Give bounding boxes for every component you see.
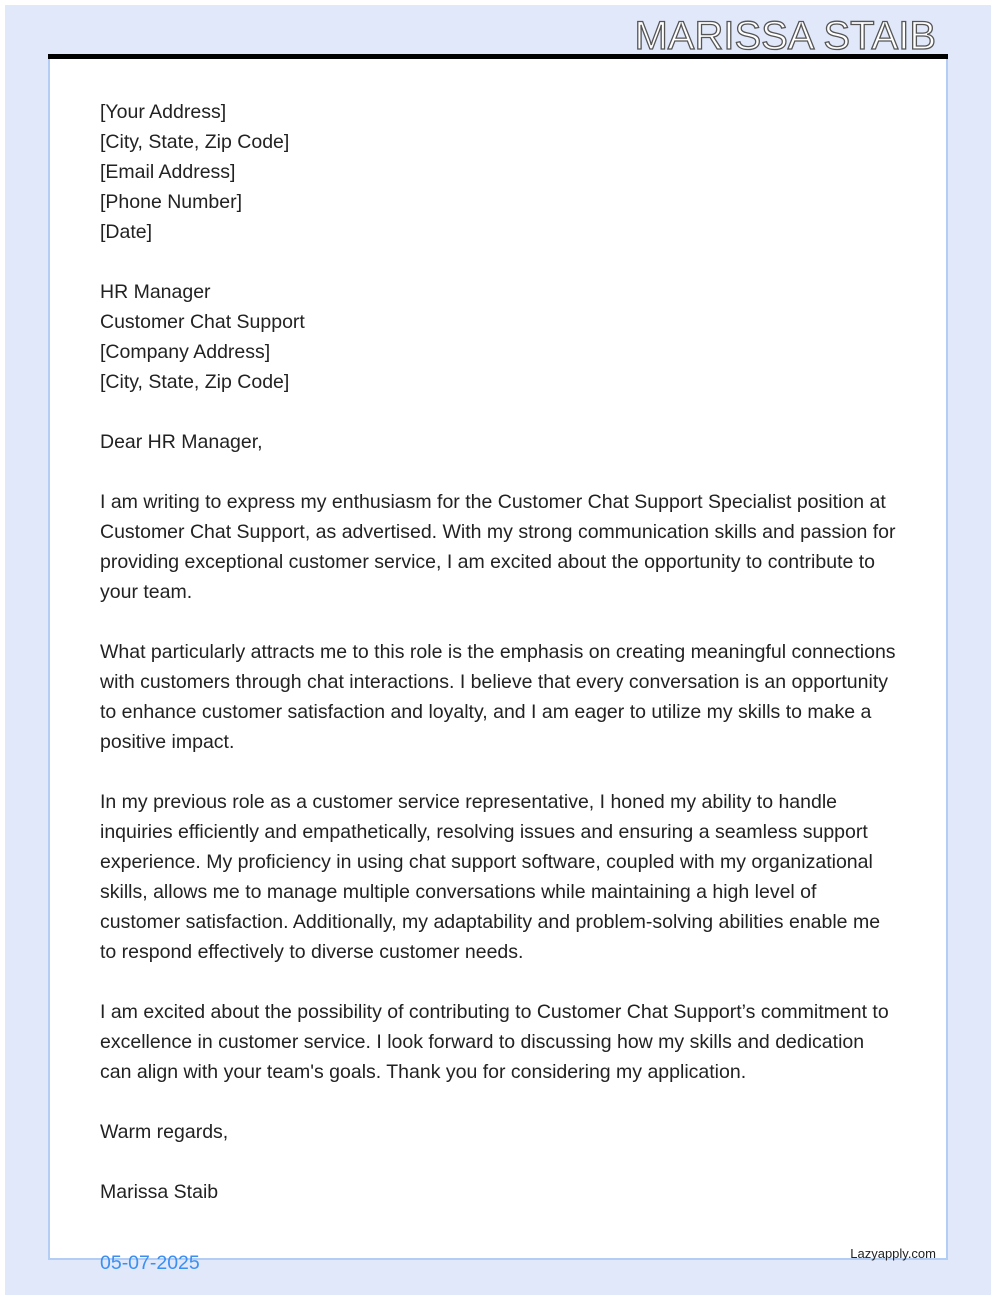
closing: Warm regards,: [100, 1121, 229, 1143]
sender-address: [Your Address]: [100, 101, 227, 123]
letter-body: [100, 97, 900, 1237]
recipient-title: HR Manager: [100, 281, 211, 303]
sender-date: [Date]: [100, 221, 153, 243]
sender-phone: [Phone Number]: [100, 191, 242, 213]
sender-email: [Email Address]: [100, 161, 236, 183]
body-paragraph: What particularly attracts me to this role is the emphasis on creating meaningful connections with customers through chat interactions. I believe that every conversation is an opportunity to enhance customer satisfaction and loyalty, and I am eager to utilize my skills to make a positive impact.: [100, 641, 896, 753]
signature: Marissa Staib: [100, 1181, 219, 1203]
body-paragraph: I am writing to express my enthusiasm for the Customer Chat Support Specialist position at Customer Chat Support, as advertised. With my strong communication skills and passion for providing exceptional customer service, I am excited about the opportunity to contribute to your team.: [100, 491, 896, 603]
body-paragraph: I am excited about the possibility of contributing to Customer Chat Support’s commitment to excellence in customer service. I look forward to discussing how my skills and dedication can align with your team's goals. Thank you for considering my application.: [100, 1001, 889, 1083]
recipient-city: [City, State, Zip Code]: [100, 371, 290, 393]
footer-brand: Lazyapply.com: [850, 1246, 936, 1261]
recipient-company: Customer Chat Support: [100, 311, 305, 333]
footer-date: 05-07-2025: [100, 1252, 200, 1274]
body-paragraph: In my previous role as a customer service representative, I honed my ability to handle inquiries efficiently and empathetically, resolving issues and ensuring a seamless support experience. My proficiency in using chat support software, coupled with my organizational skills, allows me to manage multiple conversations while maintaining a high level of customer satisfaction. Additionally, my adaptability and problem-solving abilities enable me to respond effectively to diverse customer needs.: [100, 791, 881, 963]
sender-block: [100, 97, 900, 247]
recipient-address: [Company Address]: [100, 341, 271, 363]
sender-city: [City, State, Zip Code]: [100, 131, 290, 153]
salutation: Dear HR Manager,: [100, 431, 263, 453]
recipient-block: [100, 277, 900, 397]
header-name: MARISSA STAIB: [634, 14, 936, 58]
